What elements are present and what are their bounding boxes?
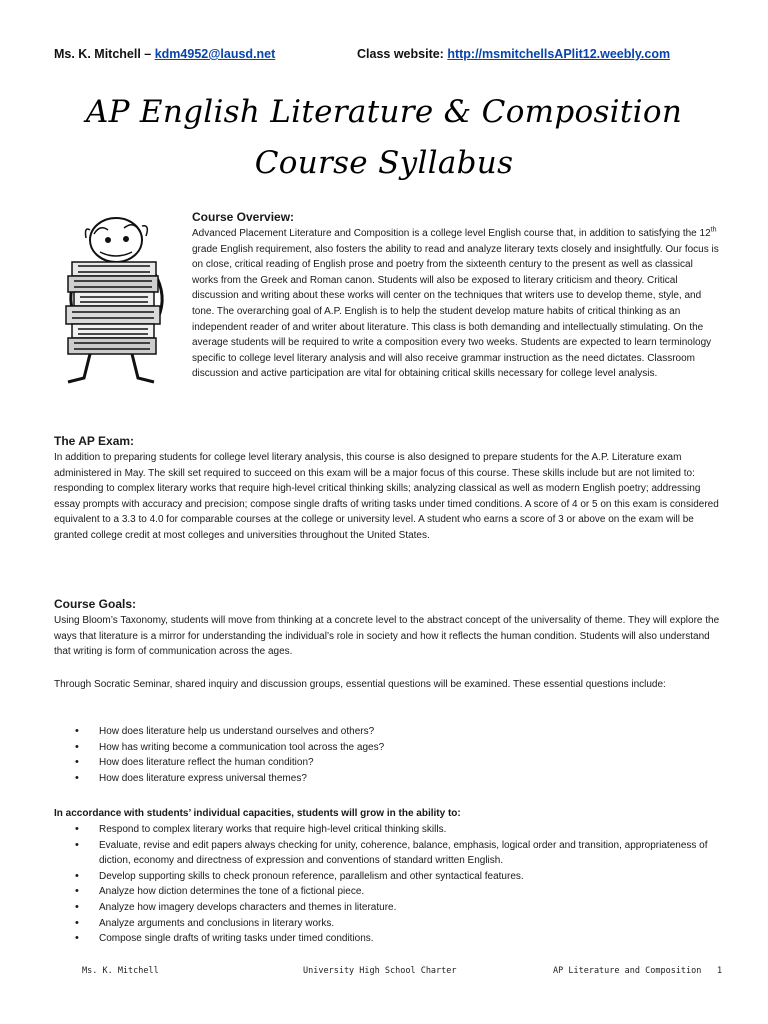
document-title: AP English Literature & Composition	[85, 94, 683, 130]
document-subtitle: Course Syllabus	[254, 145, 514, 181]
page-number: 1	[717, 966, 723, 976]
list-item: • Analyze arguments and conclusions in literary works.	[54, 916, 720, 932]
website-label: Class website:	[357, 47, 448, 61]
list-item: • How has writing become a communication tool across the ages?	[54, 740, 720, 756]
abilities-list	[54, 822, 720, 947]
class-website-link[interactable]: http://msmitchellsAPlit12.weebly.com	[447, 47, 671, 61]
ap-exam-paragraph: In addition to preparing students for college level literary analysis, this course is also designed to prepare students for the A.P. Literature exam administered in May. The skill set required to succeed on this exam will be a major focus of this course. These skills include but are not limited to: responding to complex literary works that require high-level critical thinking skills; analyzing classical as well as modern English poetry; addressing essay prompts with accuracy and precision; compose single drafts of writing tasks under timed conditions. A score of 4 or 5 on this exam is considered equivalent to a 3.3 to 4.0 for comparable courses at the college or university level. A student who earns a score of 3 or above on the exam will be granted college credit at most colleges and universities throughout the United States.	[54, 452, 719, 541]
footer-school: University High School Charter	[303, 966, 457, 976]
list-item: • How does literature help us understand ourselves and others?	[54, 724, 720, 740]
list-item: • How does literature reflect the human condition?	[54, 755, 720, 771]
list-item: • Analyze how diction determines the tone of a fictional piece.	[54, 884, 720, 900]
teacher-contact	[54, 47, 275, 61]
goals-heading: Course Goals:	[54, 597, 137, 611]
footer-course: AP Literature and Composition	[553, 966, 702, 976]
list-item: • Evaluate, revise and edit papers always checking for unity, coherence, balance, emphasis, logical order and transition, appropriateness of diction, economy and directness of expression and conventions of standard written English.	[54, 838, 720, 869]
overview-section	[54, 226, 720, 382]
essential-questions-list	[54, 724, 720, 786]
ap-exam-heading: The AP Exam:	[54, 434, 135, 448]
footer-teacher: Ms. K. Mitchell	[82, 966, 159, 976]
socratic-paragraph: Through Socratic Seminar, shared inquiry and discussion groups, essential questions will be examined. These essential questions include:	[54, 679, 666, 690]
overview-heading: Course Overview:	[192, 210, 295, 224]
teacher-email-link[interactable]: kdm4952@lausd.net	[154, 47, 276, 61]
abilities-heading: In accordance with students’ individual capacities, students will grow in the ability to:	[54, 808, 461, 819]
list-item: • Develop supporting skills to check pronoun reference, parallelism and other syntactical features.	[54, 869, 720, 885]
list-item: • Compose single drafts of writing tasks under timed conditions.	[54, 931, 720, 947]
class-website	[357, 47, 670, 61]
teacher-name: Ms. K. Mitchell –	[54, 47, 155, 61]
list-item: • How does literature express universal themes?	[54, 771, 720, 787]
list-item: • Analyze how imagery develops characters and themes in literature.	[54, 900, 720, 916]
list-item: • Respond to complex literary works that require high-level critical thinking skills.	[54, 822, 720, 838]
overview-paragraph: Advanced Placement Literature and Composition is a college level English course that, in addition to satisfying the 12th grade English requirement, also fosters the ability to read and analyze literary texts closely and insightfully. Our focus is on close, critical reading of English prose and poetry from the sixteenth century to the present as well as classical works from the Greek and Roman canon. Students will also be exposed to literary criticism and theory. Critical discussion and writing about these works will center on the techniques that writers use to develop theme, style, and tone. The overarching goal of A.P. English is to help the student develop mature habits of critical thinking as an independent reader of and writer about literature. This class is both demanding and intellectually stimulating. On the average students will be required to write a composition every two weeks. Students are expected to learn terminology specific to college level literary analysis and will also receive grammar instruction as the need dictates. Classroom discussion and active participation are vital for obtaining critical skills necessary for college level analysis.	[192, 226, 719, 380]
goals-paragraph: Using Bloom’s Taxonomy, students will move from thinking at a concrete level to the abstract concept of the universality of theme. They will explore the ways that literature is a mirror for understanding the individual’s role in society and how it reflects the human condition. Students will also understand that writing is form of communication across the ages.	[54, 615, 720, 658]
